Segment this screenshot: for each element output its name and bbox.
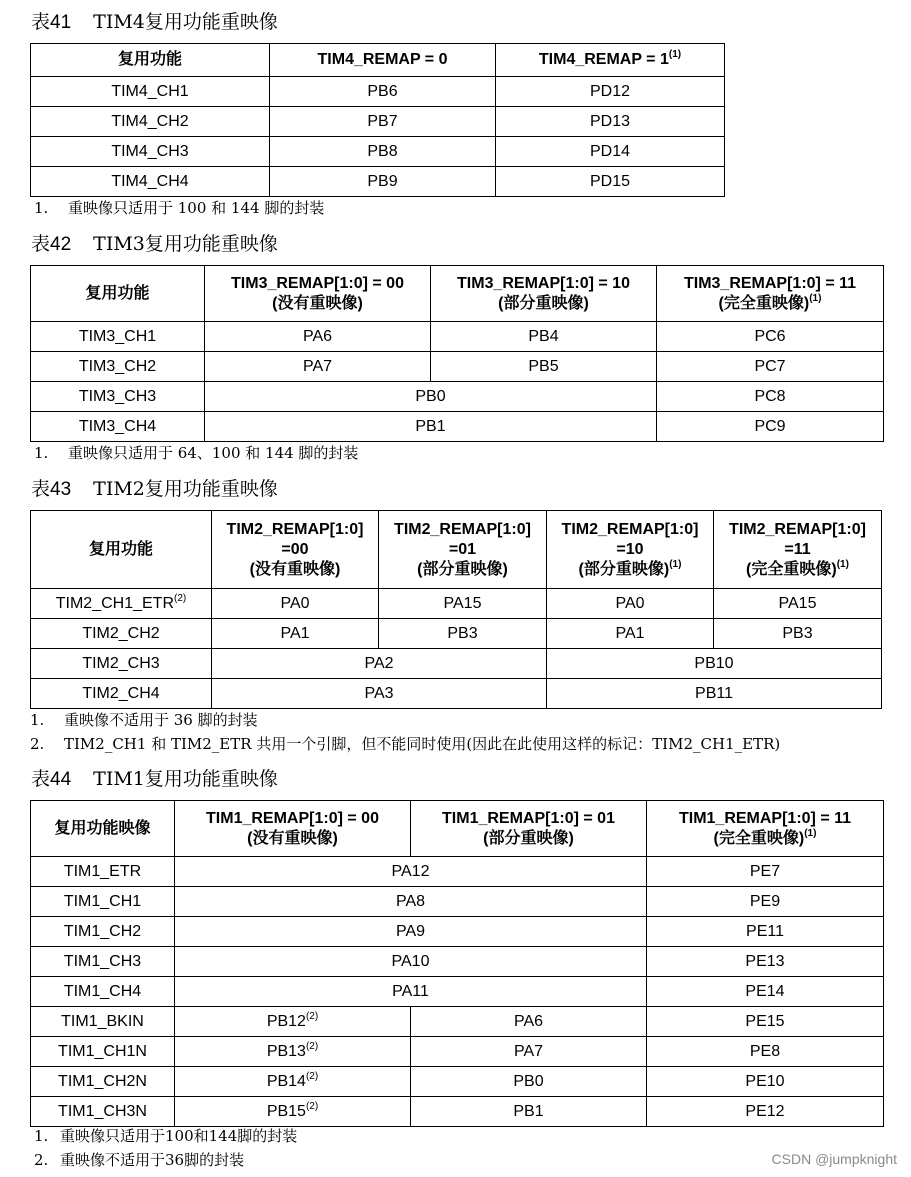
footnote-number: 1. xyxy=(34,199,49,217)
table-cell: PA1 xyxy=(212,619,379,649)
header-line: =11 xyxy=(784,540,811,558)
header-cell: 复用功能 xyxy=(31,511,212,589)
caption-title: TIM1复用功能重映像 xyxy=(93,768,278,790)
table-row xyxy=(31,649,882,679)
table-cell: PA7 xyxy=(205,352,431,382)
table-header-row xyxy=(31,44,725,77)
table-cell: PC7 xyxy=(657,352,884,382)
header-line: TIM3_REMAP[1:0] = 10 xyxy=(457,274,630,292)
table-41-caption xyxy=(31,10,278,35)
table-cell: PB0 xyxy=(411,1067,647,1097)
header-line: TIM1_REMAP[1:0] = 01 xyxy=(442,809,615,827)
table-row xyxy=(31,412,884,442)
header-line: (没有重映像) xyxy=(249,560,341,578)
table-cell: PB4 xyxy=(431,322,657,352)
footnote-text: 重映像只适用于100和144脚的封装 xyxy=(60,1127,298,1145)
table-cell: TIM1_CH1N xyxy=(31,1037,175,1067)
header-cell: TIM4_REMAP = 0 xyxy=(270,44,496,77)
footnote-ref: (2) xyxy=(305,1010,319,1022)
table-cell: TIM3_CH4 xyxy=(31,412,205,442)
watermark: CSDN @jumpknight xyxy=(771,1151,897,1167)
table-header-row xyxy=(31,511,882,589)
header-line: (没有重映像) xyxy=(247,829,338,847)
table-cell xyxy=(175,1067,411,1097)
table-cell: PE10 xyxy=(647,1067,884,1097)
table-cell: TIM1_CH2 xyxy=(31,917,175,947)
table-cell: PC9 xyxy=(657,412,884,442)
cell-text: PB12 xyxy=(266,1012,306,1030)
table-cell: TIM4_CH4 xyxy=(31,167,270,197)
caption-number: 表42 xyxy=(31,234,72,255)
table-cell: TIM1_ETR xyxy=(31,857,175,887)
table-43-caption xyxy=(31,477,278,502)
caption-number: 表43 xyxy=(31,479,72,500)
header-line: (没有重映像) xyxy=(272,294,363,312)
table-row xyxy=(31,1097,884,1127)
footnote-number: 2. xyxy=(34,1151,49,1169)
header-cell xyxy=(496,44,725,77)
footnote-text: 重映像只适用于 100 和 144 脚的封装 xyxy=(68,199,325,217)
table-cell: PB8 xyxy=(270,137,496,167)
table-cell: PA6 xyxy=(205,322,431,352)
table-cell xyxy=(175,1007,411,1037)
footnote xyxy=(30,710,258,730)
table-row xyxy=(31,589,882,619)
merged-cell: PA10 xyxy=(175,947,647,977)
header-cell: 复用功能 xyxy=(31,266,205,322)
caption-title: TIM2复用功能重映像 xyxy=(93,478,278,500)
header-line: (完全重映像) xyxy=(713,829,805,847)
table-row xyxy=(31,977,884,1007)
header-cell xyxy=(411,801,647,857)
header-cell xyxy=(547,511,714,589)
table-header-row xyxy=(31,801,884,857)
merged-cell: PB11 xyxy=(547,679,882,709)
table-cell: PB9 xyxy=(270,167,496,197)
table-cell: TIM1_BKIN xyxy=(31,1007,175,1037)
table-row xyxy=(31,619,882,649)
header-line: TIM3_REMAP[1:0] = 11 xyxy=(683,274,857,292)
header-line: TIM2_REMAP[1:0] xyxy=(561,520,699,538)
caption-number: 表41 xyxy=(31,12,72,33)
footnote-ref: (1) xyxy=(804,827,817,839)
table-cell: TIM3_CH2 xyxy=(31,352,205,382)
table-cell: PB6 xyxy=(270,77,496,107)
table-cell: PB1 xyxy=(411,1097,647,1127)
header-line: (部分重映像) xyxy=(498,294,589,312)
tim4-remap-table xyxy=(30,43,725,197)
table-row xyxy=(31,1067,884,1097)
footnote-text: TIM2_CH1 和 TIM2_ETR 共用一个引脚，但不能同时使用(因此在此使用这样的标记：TIM2_CH1_ETR) xyxy=(64,735,781,753)
merged-cell: PB1 xyxy=(205,412,657,442)
footnote xyxy=(34,198,324,218)
table-cell: PE8 xyxy=(647,1037,884,1067)
footnote-ref: (1) xyxy=(669,558,682,570)
footnote-ref: (2) xyxy=(174,592,187,604)
table-cell: TIM3_CH1 xyxy=(31,322,205,352)
footnote-ref: (1) xyxy=(809,292,822,304)
merged-cell: PA11 xyxy=(175,977,647,1007)
caption-number: 表44 xyxy=(31,769,72,790)
table-row xyxy=(31,322,884,352)
table-cell: PE11 xyxy=(647,917,884,947)
header-line: TIM2_REMAP[1:0] xyxy=(729,520,866,538)
header-cell xyxy=(379,511,547,589)
footnote xyxy=(34,1126,297,1146)
table-cell: PE12 xyxy=(647,1097,884,1127)
footnote xyxy=(34,443,358,463)
table-header-row xyxy=(31,266,884,322)
merged-cell: PA12 xyxy=(175,857,647,887)
table-cell: PA0 xyxy=(547,589,714,619)
header-cell xyxy=(205,266,431,322)
table-cell: PA15 xyxy=(714,589,882,619)
cell-text: PB15 xyxy=(266,1102,306,1120)
table-cell: PA0 xyxy=(212,589,379,619)
merged-cell: PB0 xyxy=(205,382,657,412)
table-cell: PD12 xyxy=(496,77,725,107)
table-row xyxy=(31,107,725,137)
header-line: =01 xyxy=(448,540,477,558)
cell-text: PB14 xyxy=(266,1072,306,1090)
table-cell: TIM3_CH3 xyxy=(31,382,205,412)
table-cell: PB3 xyxy=(379,619,547,649)
table-cell: TIM1_CH4 xyxy=(31,977,175,1007)
merged-cell: PB10 xyxy=(547,649,882,679)
footnote-number: 2. xyxy=(30,735,45,753)
table-cell xyxy=(175,1097,411,1127)
header-cell: 复用功能映像 xyxy=(31,801,175,857)
table-cell: PC8 xyxy=(657,382,884,412)
header-line: =00 xyxy=(281,540,309,558)
header-line: (部分重映像) xyxy=(417,560,508,578)
table-cell: TIM4_CH2 xyxy=(31,107,270,137)
header-line: (完全重映像) xyxy=(746,560,837,578)
merged-cell: PA3 xyxy=(212,679,547,709)
merged-cell: PA8 xyxy=(175,887,647,917)
table-cell: TIM4_CH1 xyxy=(31,77,270,107)
footnote xyxy=(30,734,780,754)
table-cell: PA15 xyxy=(379,589,547,619)
header-line: TIM1_REMAP[1:0] = 11 xyxy=(678,809,852,827)
tim2-remap-table xyxy=(30,510,882,709)
table-cell: TIM4_CH3 xyxy=(31,137,270,167)
table-row xyxy=(31,382,884,412)
table-cell: TIM2_CH4 xyxy=(31,679,212,709)
header-cell xyxy=(175,801,411,857)
table-cell: PE14 xyxy=(647,977,884,1007)
header-line: TIM1_REMAP[1:0] = 00 xyxy=(206,809,379,827)
header-cell xyxy=(714,511,882,589)
table-cell: PD14 xyxy=(496,137,725,167)
header-line: (完全重映像) xyxy=(718,294,810,312)
header-line: TIM2_REMAP[1:0] xyxy=(394,520,531,538)
footnote-number: 1. xyxy=(34,444,49,462)
table-cell: TIM1_CH2N xyxy=(31,1067,175,1097)
header-cell xyxy=(647,801,884,857)
table-cell: TIM2_CH2 xyxy=(31,619,212,649)
table-cell: TIM1_CH3 xyxy=(31,947,175,977)
header-cell xyxy=(212,511,379,589)
table-row xyxy=(31,679,882,709)
table-row xyxy=(31,1007,884,1037)
table-cell: PB3 xyxy=(714,619,882,649)
table-cell: PE9 xyxy=(647,887,884,917)
footnote-ref: (2) xyxy=(305,1100,319,1112)
table-cell xyxy=(175,1037,411,1067)
header-cell xyxy=(431,266,657,322)
header-line: TIM2_REMAP[1:0] xyxy=(226,520,364,538)
footnote-ref: (1) xyxy=(668,49,682,60)
header-line: (部分重映像) xyxy=(483,829,574,847)
table-42-caption xyxy=(31,232,278,257)
table-cell: TIM1_CH1 xyxy=(31,887,175,917)
footnote xyxy=(34,1150,244,1170)
cell-text: PB13 xyxy=(266,1042,306,1060)
table-cell: PA1 xyxy=(547,619,714,649)
header-line: (部分重映像) xyxy=(578,560,670,578)
footnote-text: 重映像不适用于 36 脚的封装 xyxy=(64,711,258,729)
table-row xyxy=(31,137,725,167)
merged-cell: PA9 xyxy=(175,917,647,947)
footnote-text: 重映像只适用于 64、100 和 144 脚的封装 xyxy=(68,444,359,462)
footnote-ref: (2) xyxy=(305,1070,319,1082)
table-row xyxy=(31,1037,884,1067)
footnote-text: 重映像不适用于36脚的封装 xyxy=(60,1151,245,1169)
table-cell: PD15 xyxy=(496,167,725,197)
table-row xyxy=(31,887,884,917)
table-cell: PE13 xyxy=(647,947,884,977)
table-row xyxy=(31,167,725,197)
table-row xyxy=(31,947,884,977)
footnote-number: 1. xyxy=(30,711,45,729)
footnote-ref: (2) xyxy=(305,1040,319,1052)
footnote-number: 1. xyxy=(34,1127,49,1145)
header-cell: 复用功能 xyxy=(31,44,270,77)
header-cell xyxy=(657,266,884,322)
table-44-caption xyxy=(31,767,278,792)
merged-cell: PA2 xyxy=(212,649,547,679)
caption-title: TIM4复用功能重映像 xyxy=(93,11,278,33)
header-line: =10 xyxy=(616,540,644,558)
table-cell: PD13 xyxy=(496,107,725,137)
table-cell: PE15 xyxy=(647,1007,884,1037)
tim1-remap-table xyxy=(30,800,884,1127)
table-row xyxy=(31,917,884,947)
footnote-ref: (1) xyxy=(836,558,849,570)
tim3-remap-table xyxy=(30,265,884,442)
table-cell: PA7 xyxy=(411,1037,647,1067)
table-cell: TIM2_CH3 xyxy=(31,649,212,679)
table-row xyxy=(31,857,884,887)
caption-title: TIM3复用功能重映像 xyxy=(93,233,278,255)
cell-text: TIM2_CH1_ETR xyxy=(55,594,174,612)
table-cell: PC6 xyxy=(657,322,884,352)
table-row xyxy=(31,77,725,107)
table-cell: PB7 xyxy=(270,107,496,137)
header-text: TIM4_REMAP = 1 xyxy=(538,51,669,68)
table-cell: PB5 xyxy=(431,352,657,382)
table-cell: PE7 xyxy=(647,857,884,887)
table-cell xyxy=(31,589,212,619)
table-row xyxy=(31,352,884,382)
table-cell: TIM1_CH3N xyxy=(31,1097,175,1127)
table-cell: PA6 xyxy=(411,1007,647,1037)
header-line: TIM3_REMAP[1:0] = 00 xyxy=(231,274,404,292)
